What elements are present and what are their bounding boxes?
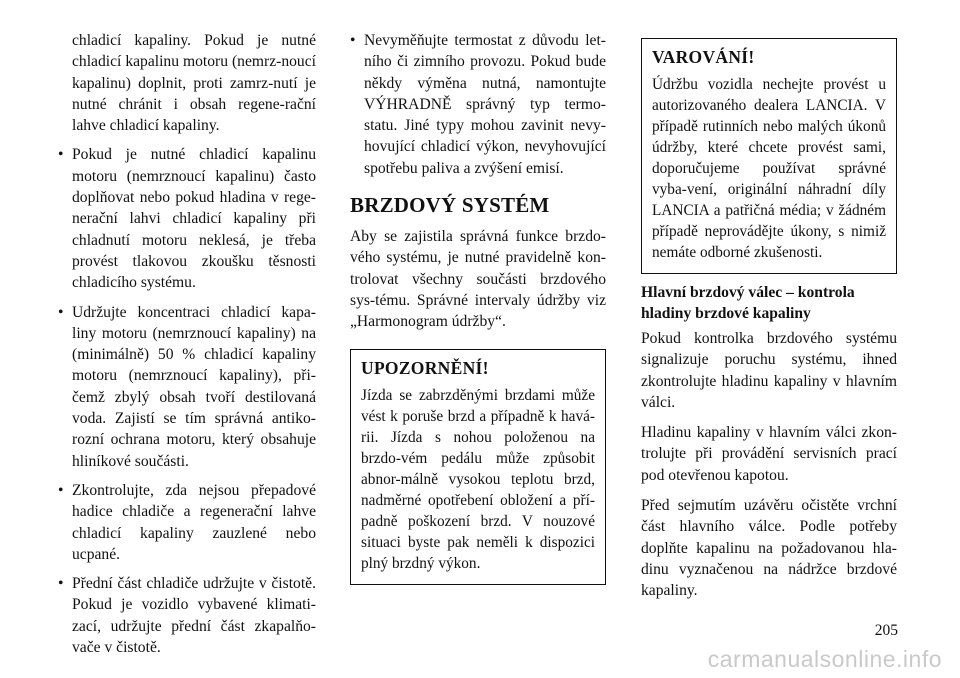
warning-box <box>641 38 897 274</box>
list-item: • Nevyměňujte termostat z důvodu let-ního či zimního provozu. Pokud bude někdy výměna nutná, namontujte VÝHRADNĚ správný typ termo-statu. Jiné typy mohou zavinit nevy-hovující chladicí výkon, nevyhovující spotřebu paliva a zvýšení emisí. <box>350 30 606 179</box>
caution-text: Jízda se zabrzděnými brzdami může vést k poruše brzd a případně k havá-rii. Jízda s nohou položenou na brzdo-vém pedálu může způsobit abnor-málně vysokou teplotu brzd, nadměrné opotřebení obložení a pří-padně poškození brzd. V nouzové situaci byste pak neměli k dispozici plný brzdný výkon. <box>361 386 595 572</box>
list-item: • Zkontrolujte, zda nejsou přepadové hadice chladiče a regenerační lahve chladicí kapaliny zauzlené nebo ucpané. <box>58 480 316 565</box>
master-cylinder-paragraph: Před sejmutím uzávěru očistěte vrchní část hlavního válce. Podle potřeby doplňte kapalinu na požadovanou hla-dinu vyznačenou na nádržce brzdové kapaliny. <box>641 497 897 600</box>
list-item: • Pokud je nutné chladicí kapalinu motoru (nemrznoucí kapalinu) často doplňovat nebo pokud hladina v rege-nerační lahvi chladicí kapaliny při chladnutí motoru neklesá, je třeba provést tlakovou zkoušku těsnosti chladicího systému. <box>58 144 316 293</box>
subheading-master-cylinder: Hlavní brzdový válec – kontrola hladiny brzdové kapaliny <box>641 284 855 322</box>
coolant-bullet-list <box>58 144 316 658</box>
middle-column <box>350 30 606 585</box>
caution-box <box>350 349 606 585</box>
page-number: 205 <box>874 622 898 639</box>
coolant-continuation-text: chladicí kapaliny. Pokud je nutné chladicí kapalinu motoru (nemrz-noucí kapalinu) doplnit, proti zamrz-nutí je nutné chránit i obsah regene-rační lahve chladicí kapaliny. <box>72 32 316 135</box>
warning-title: VAROVÁNÍ! <box>652 47 755 67</box>
left-column <box>58 30 316 658</box>
watermark: carmanualsonline.info <box>707 646 942 672</box>
warning-text: Údržbu vozidla nechejte provést u autorizovaného dealera LANCIA. V případě rutinních nebo malých úkonů údržby, které chcete provést sami, doporučujeme používat správné vyba-vení, originální náhradní díly LANCIA a patřičná média; v žádném případě neprovádějte úkony, s nimiž nemáte odborné zkušenosti. <box>652 76 886 261</box>
brake-system-paragraph: Aby se zajistila správná funkce brzdo-vého systému, je nutné pravidelně kon-trolovat všechny součásti brzdového sys-tému. Správné intervaly údržby viz „Harmonogram údržby“. <box>350 228 606 331</box>
section-heading-brake-system: BRZDOVÝ SYSTÉM <box>350 193 550 218</box>
list-item: • Udržujte koncentraci chladicí kapa-liny motoru (nemrznoucí kapaliny) na (minimálně) 50 % chladicí kapaliny motoru (nemrznoucí kapaliny), při-čemž zbylý obsah tvoří destilovaná voda. Zajistí se tím správná antiko-rozní ochrana motoru, který obsahuje hliníkové součásti. <box>58 302 316 472</box>
master-cylinder-paragraph: Pokud kontrolka brzdového systému signalizuje poruchu systému, ihned zkontrolujte hladinu kapaliny v hlavním válci. <box>641 330 897 411</box>
list-item: • Přední část chladiče udržujte v čistotě. Pokud je vozidlo vybavené klimati-zací, udržujte přední část zkapalňo-vače v čistotě. <box>58 573 316 658</box>
caution-title: UPOZORNĚNÍ! <box>361 357 489 378</box>
thermostat-bullet-list <box>350 30 606 179</box>
right-column <box>641 30 897 611</box>
master-cylinder-paragraph: Hladinu kapaliny v hlavním válci zkon-trolujte při provádění servisních prací pod otevřenou kapotou. <box>641 424 897 484</box>
